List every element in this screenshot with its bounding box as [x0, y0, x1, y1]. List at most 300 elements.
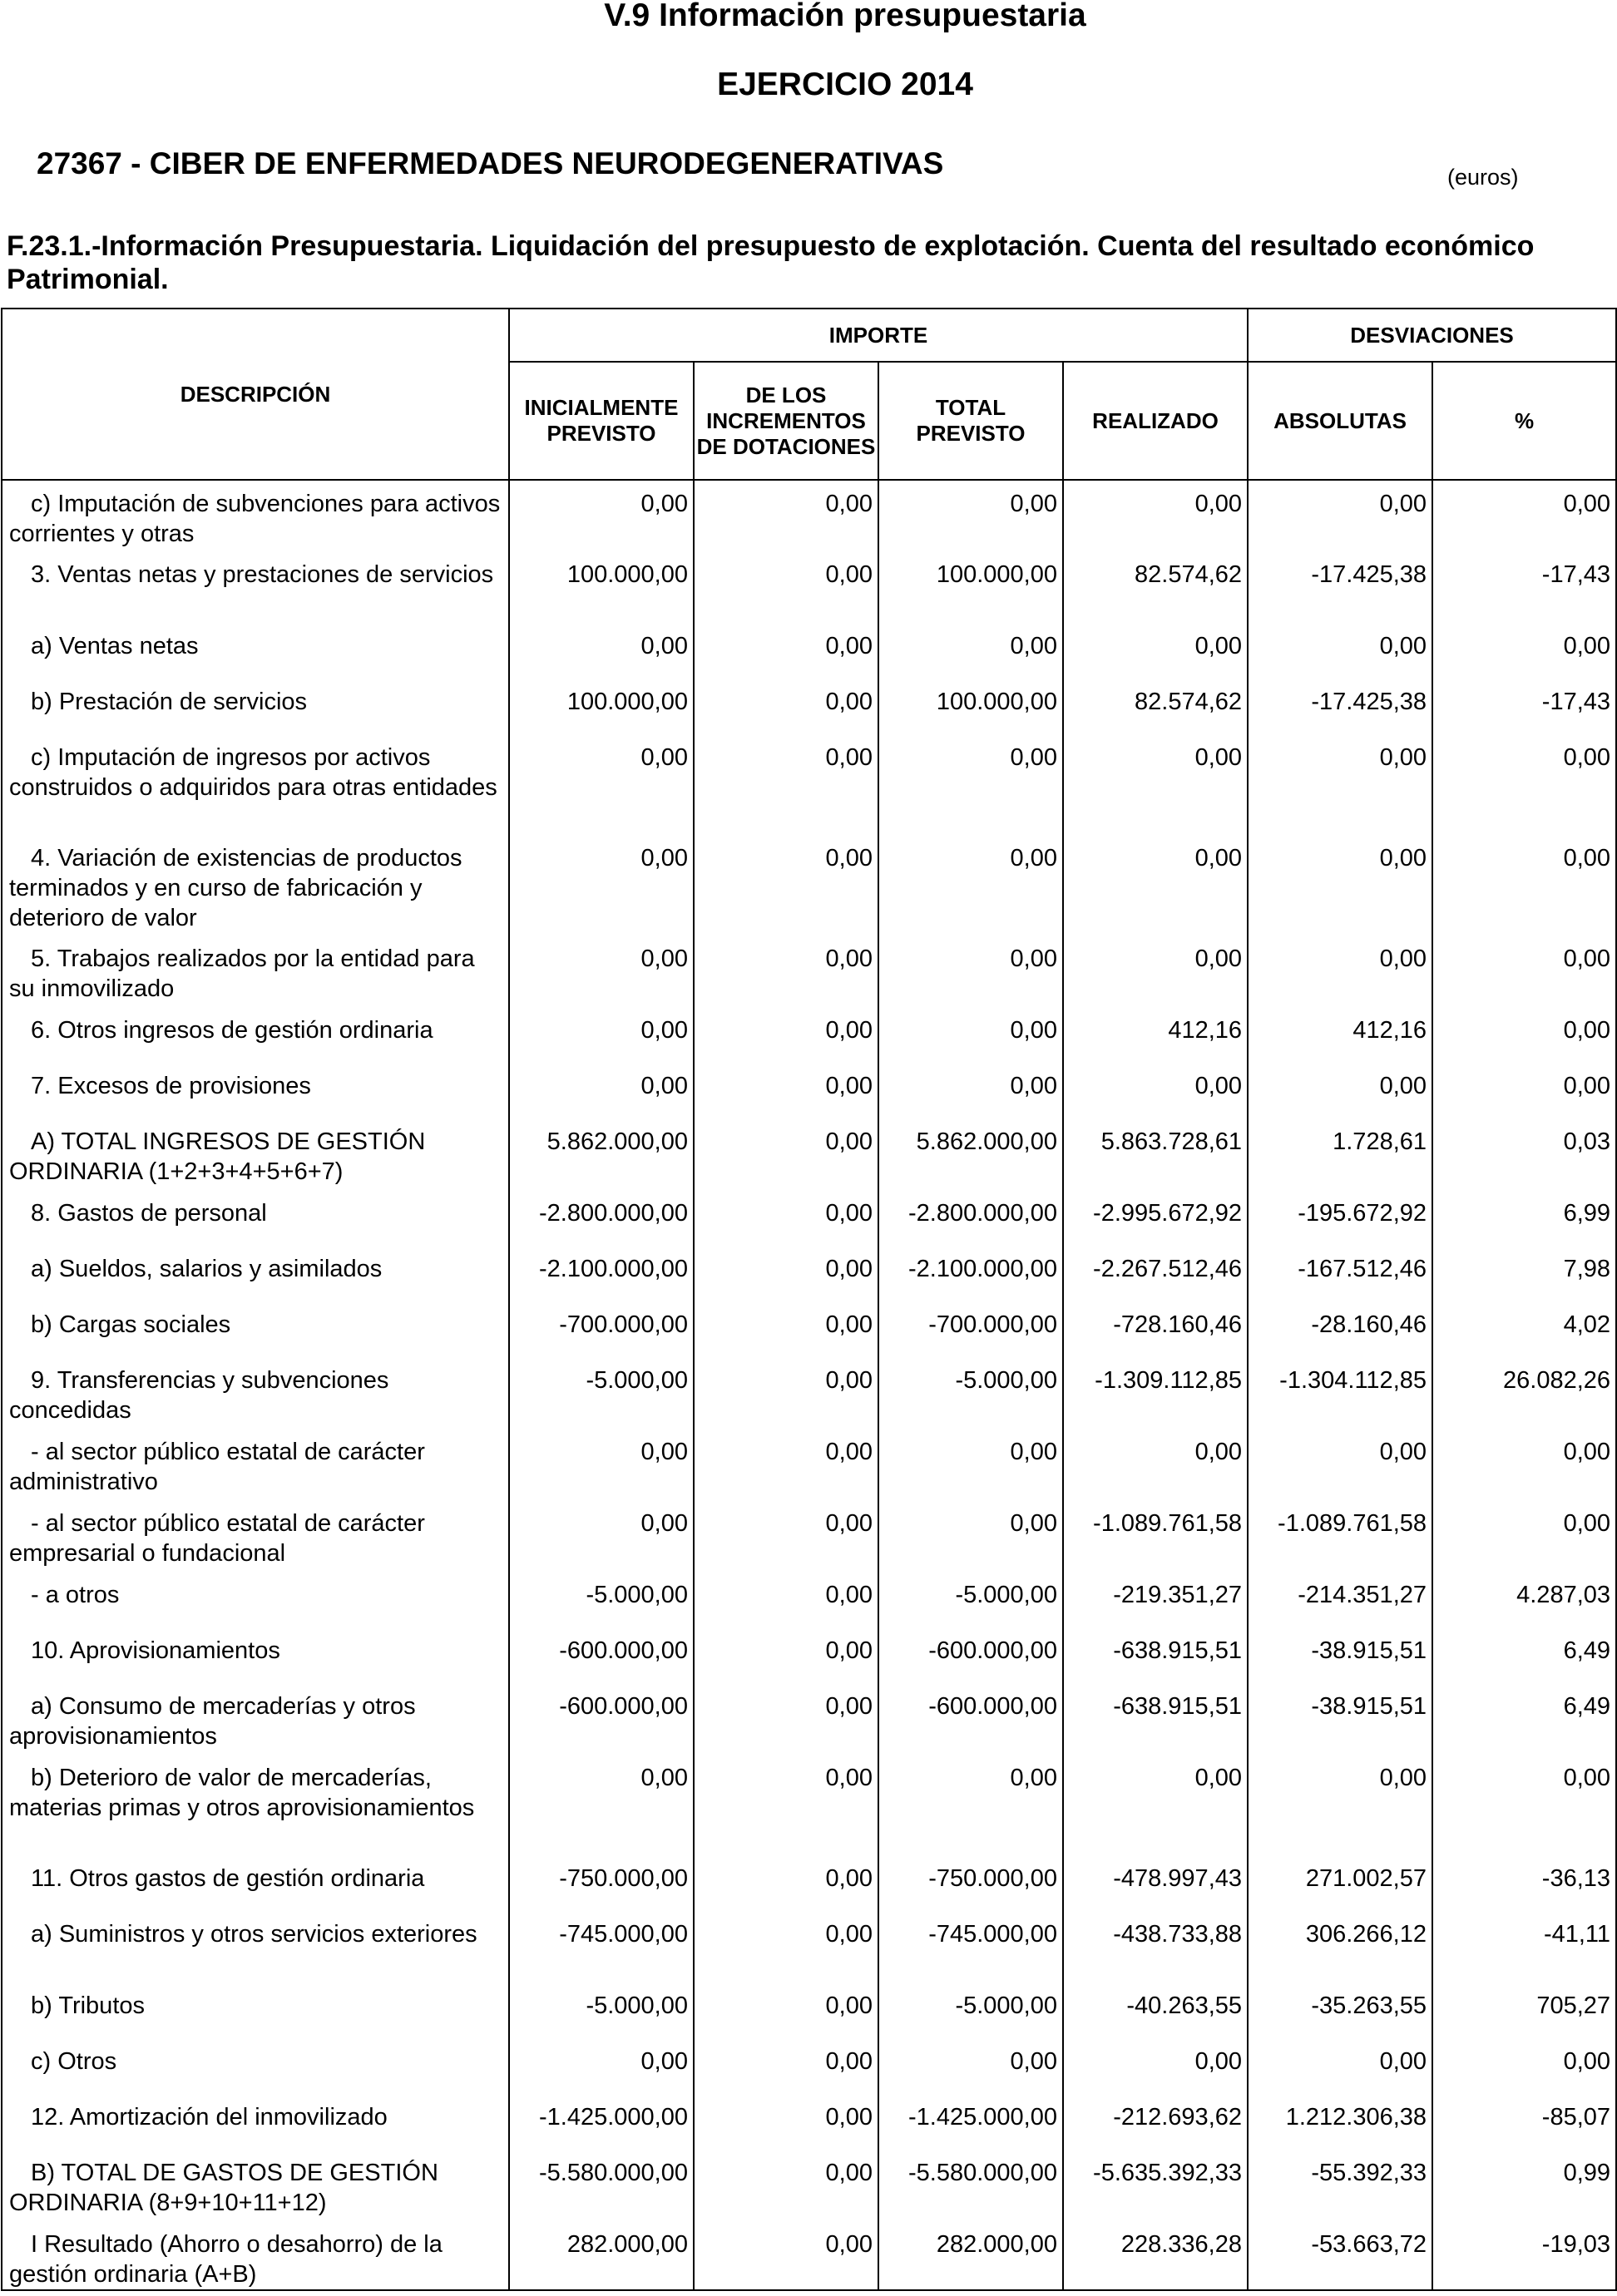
cell-inicialmente-previsto — [509, 551, 694, 623]
row-description — [2, 1572, 509, 1627]
cell-absolutas — [1248, 2150, 1432, 2221]
cell-incrementos-text: 0,00 — [825, 633, 873, 659]
cell-realizado-text: 82.574,62 — [1135, 561, 1243, 588]
cell-porcentaje-text: 0,99 — [1563, 2160, 1611, 2186]
cell-absolutas — [1248, 551, 1432, 623]
cell-incrementos-text: 0,00 — [825, 1128, 873, 1155]
cell-absolutas — [1248, 1627, 1432, 1683]
header-incrementos: DE LOS INCREMENTOS DE DOTACIONES — [694, 362, 878, 480]
cell-porcentaje — [1432, 1429, 1616, 1500]
cell-realizado — [1063, 480, 1248, 551]
cell-incrementos — [694, 1246, 878, 1301]
cell-absolutas — [1248, 1301, 1432, 1357]
table-row — [2, 623, 1616, 679]
cell-realizado — [1063, 1572, 1248, 1627]
cell-incrementos-text: 0,00 — [825, 2048, 873, 2075]
cell-porcentaje — [1432, 2150, 1616, 2221]
cell-absolutas — [1248, 734, 1432, 835]
table-row — [2, 2221, 1616, 2290]
cell-porcentaje — [1432, 1911, 1616, 1982]
cell-porcentaje — [1432, 1500, 1616, 1572]
cell-realizado-text: -219.351,27 — [1113, 1582, 1243, 1608]
row-description — [2, 1982, 509, 2038]
table-row — [2, 1500, 1616, 1572]
cell-inicialmente-previsto — [509, 2221, 694, 2290]
cell-realizado-text: 0,00 — [1194, 491, 1243, 517]
cell-realizado-text: 82.574,62 — [1135, 689, 1243, 715]
table-row — [2, 1429, 1616, 1500]
cell-total-previsto-text: 100.000,00 — [936, 561, 1057, 588]
cell-porcentaje — [1432, 1683, 1616, 1755]
row-description-text: I Resultado (Ahorro o desahorro) de la gestión ordinaria (A+B) — [9, 2231, 443, 2288]
header-descripcion: DESCRIPCIÓN — [2, 309, 509, 480]
table-row — [2, 1063, 1616, 1118]
cell-porcentaje-text: -36,13 — [1541, 1865, 1611, 1892]
cell-absolutas-text: -17.425,38 — [1311, 689, 1427, 715]
cell-incrementos — [694, 2094, 878, 2150]
table-row — [2, 1855, 1616, 1911]
cell-realizado — [1063, 1301, 1248, 1357]
cell-realizado — [1063, 1190, 1248, 1246]
cell-incrementos — [694, 1190, 878, 1246]
cell-absolutas-text: 306.266,12 — [1305, 1921, 1427, 1948]
cell-porcentaje — [1432, 1118, 1616, 1190]
cell-inicialmente-previsto — [509, 1683, 694, 1755]
cell-porcentaje — [1432, 551, 1616, 623]
cell-inicialmente-previsto-text: 0,00 — [640, 845, 688, 871]
cell-porcentaje-text: 0,03 — [1563, 1128, 1611, 1155]
cell-porcentaje — [1432, 1572, 1616, 1627]
cell-porcentaje-text: -17,43 — [1541, 561, 1611, 588]
cell-realizado — [1063, 1007, 1248, 1063]
row-description-text: 9. Transferencias y subvenciones concedidas — [9, 1367, 389, 1424]
cell-total-previsto — [878, 1627, 1063, 1683]
cell-realizado-text: 0,00 — [1194, 2048, 1243, 2075]
cell-total-previsto-text: -5.000,00 — [955, 1992, 1057, 2019]
table-row — [2, 2038, 1616, 2094]
row-description — [2, 1500, 509, 1572]
table-row — [2, 1190, 1616, 1246]
cell-realizado-text: -438.733,88 — [1113, 1921, 1243, 1948]
cell-porcentaje-text: 7,98 — [1563, 1256, 1611, 1282]
cell-inicialmente-previsto-text: 0,00 — [640, 633, 688, 659]
cell-inicialmente-previsto-text: -5.000,00 — [586, 1992, 688, 2019]
table-row — [2, 1683, 1616, 1755]
cell-inicialmente-previsto-text: -745.000,00 — [559, 1921, 688, 1948]
cell-realizado-text: 0,00 — [1194, 1073, 1243, 1099]
cell-absolutas-text: -28.160,46 — [1311, 1311, 1427, 1338]
row-description-text: b) Tributos — [31, 1992, 145, 2019]
table-body — [2, 480, 1616, 2290]
row-description-text: a) Ventas netas — [31, 633, 199, 659]
cell-porcentaje — [1432, 679, 1616, 734]
table-row — [2, 480, 1616, 551]
table-row — [2, 1627, 1616, 1683]
cell-incrementos-text: 0,00 — [825, 946, 873, 972]
cell-absolutas — [1248, 679, 1432, 734]
cell-realizado-text: -2.995.672,92 — [1093, 1200, 1243, 1227]
cell-realizado — [1063, 1755, 1248, 1855]
row-description — [2, 551, 509, 623]
cell-total-previsto-text: -750.000,00 — [928, 1865, 1057, 1892]
row-description-text: - al sector público estatal de carácter empresarial o fundacional — [9, 1510, 425, 1567]
cell-total-previsto — [878, 1357, 1063, 1429]
cell-porcentaje-text: 4.287,03 — [1516, 1582, 1611, 1608]
cell-porcentaje-text: 26.082,26 — [1503, 1367, 1611, 1394]
cell-incrementos — [694, 623, 878, 679]
row-description-text: a) Sueldos, salarios y asimilados — [31, 1256, 383, 1282]
cell-inicialmente-previsto — [509, 1063, 694, 1118]
cell-inicialmente-previsto-text: 0,00 — [640, 1765, 688, 1791]
cell-total-previsto — [878, 1301, 1063, 1357]
cell-absolutas-text: -38.915,51 — [1311, 1637, 1427, 1664]
cell-total-previsto-text: 0,00 — [1010, 1439, 1057, 1465]
row-description — [2, 1301, 509, 1357]
cell-porcentaje — [1432, 1007, 1616, 1063]
cell-porcentaje-text: 0,00 — [1563, 1017, 1611, 1044]
cell-porcentaje-text: 0,00 — [1563, 744, 1611, 771]
cell-porcentaje — [1432, 1190, 1616, 1246]
table-row — [2, 679, 1616, 734]
cell-absolutas-text: 0,00 — [1379, 633, 1427, 659]
cell-porcentaje — [1432, 835, 1616, 936]
table-row — [2, 2094, 1616, 2150]
table-row — [2, 1911, 1616, 1982]
table-row — [2, 1982, 1616, 2038]
cell-incrementos-text: 0,00 — [825, 491, 873, 517]
cell-total-previsto-text: 100.000,00 — [936, 689, 1057, 715]
cell-absolutas — [1248, 2221, 1432, 2290]
cell-incrementos-text: 0,00 — [825, 2104, 873, 2131]
entity-name: 27367 - CIBER DE ENFERMEDADES NEURODEGENERATIVAS — [37, 146, 944, 180]
row-description-text: A) TOTAL INGRESOS DE GESTIÓN ORDINARIA (1+2+3+4+5+6+7) — [9, 1128, 426, 1185]
cell-absolutas — [1248, 1357, 1432, 1429]
cell-realizado-text: 0,00 — [1194, 1439, 1243, 1465]
cell-absolutas — [1248, 480, 1432, 551]
cell-absolutas — [1248, 2038, 1432, 2094]
fiscal-year: EJERCICIO 2014 — [717, 67, 973, 102]
cell-absolutas — [1248, 2094, 1432, 2150]
cell-total-previsto — [878, 1246, 1063, 1301]
cell-absolutas — [1248, 1911, 1432, 1982]
cell-absolutas-text: -195.672,92 — [1298, 1200, 1427, 1227]
cell-total-previsto — [878, 2094, 1063, 2150]
row-description-text: b) Deterioro de valor de mercaderías, materias primas y otros aprovisionamientos — [9, 1765, 475, 1821]
cell-porcentaje-text: -17,43 — [1541, 689, 1611, 715]
cell-incrementos — [694, 1118, 878, 1190]
row-description-text: c) Imputación de subvenciones para activos corrientes y otras — [9, 491, 501, 547]
cell-incrementos-text: 0,00 — [825, 1992, 873, 2019]
cell-porcentaje — [1432, 1627, 1616, 1683]
cell-absolutas — [1248, 1063, 1432, 1118]
cell-realizado-text: -40.263,55 — [1126, 1992, 1243, 2019]
cell-inicialmente-previsto-text: 0,00 — [640, 1510, 688, 1537]
cell-inicialmente-previsto — [509, 2038, 694, 2094]
cell-total-previsto-text: -745.000,00 — [928, 1921, 1057, 1948]
cell-total-previsto-text: 0,00 — [1010, 1073, 1057, 1099]
cell-inicialmente-previsto-text: 100.000,00 — [566, 561, 688, 588]
cell-realizado — [1063, 2038, 1248, 2094]
cell-absolutas — [1248, 623, 1432, 679]
cell-porcentaje-text: 0,00 — [1563, 946, 1611, 972]
cell-realizado — [1063, 936, 1248, 1007]
cell-realizado — [1063, 1246, 1248, 1301]
row-description — [2, 2150, 509, 2221]
cell-total-previsto-text: -600.000,00 — [928, 1693, 1057, 1720]
row-description-text: a) Suministros y otros servicios exteriores — [31, 1921, 477, 1948]
cell-absolutas-text: 0,00 — [1379, 1073, 1427, 1099]
header-importe: IMPORTE — [509, 309, 1248, 362]
cell-absolutas — [1248, 936, 1432, 1007]
cell-inicialmente-previsto-text: 0,00 — [640, 946, 688, 972]
cell-total-previsto — [878, 1063, 1063, 1118]
table-row — [2, 1301, 1616, 1357]
cell-incrementos-text: 0,00 — [825, 561, 873, 588]
cell-absolutas-text: -167.512,46 — [1298, 1256, 1427, 1282]
cell-realizado — [1063, 1855, 1248, 1911]
cell-inicialmente-previsto — [509, 1429, 694, 1500]
cell-realizado — [1063, 734, 1248, 835]
cell-total-previsto-text: -2.800.000,00 — [908, 1200, 1057, 1227]
cell-incrementos — [694, 1357, 878, 1429]
cell-total-previsto — [878, 2221, 1063, 2290]
cell-porcentaje-text: 6,49 — [1563, 1637, 1611, 1664]
cell-incrementos-text: 0,00 — [825, 1510, 873, 1537]
cell-realizado-text: 228.336,28 — [1120, 2231, 1243, 2258]
cell-inicialmente-previsto — [509, 936, 694, 1007]
row-description — [2, 1190, 509, 1246]
cell-total-previsto-text: 0,00 — [1010, 2048, 1057, 2075]
cell-inicialmente-previsto — [509, 734, 694, 835]
cell-absolutas-text: -1.089.761,58 — [1278, 1510, 1427, 1537]
cell-porcentaje-text: 6,99 — [1563, 1200, 1611, 1227]
cell-absolutas-text: 1.212.306,38 — [1285, 2104, 1427, 2131]
table-row — [2, 936, 1616, 1007]
cell-inicialmente-previsto-text: -5.000,00 — [586, 1582, 688, 1608]
cell-porcentaje — [1432, 1357, 1616, 1429]
cell-realizado — [1063, 1911, 1248, 1982]
cell-realizado-text: 412,16 — [1168, 1017, 1243, 1044]
cell-porcentaje-text: 705,27 — [1536, 1992, 1611, 2019]
cell-absolutas — [1248, 1500, 1432, 1572]
cell-incrementos — [694, 1982, 878, 2038]
cell-total-previsto — [878, 1855, 1063, 1911]
cell-realizado — [1063, 2150, 1248, 2221]
cell-incrementos — [694, 2038, 878, 2094]
cell-absolutas — [1248, 1118, 1432, 1190]
cell-inicialmente-previsto-text: 0,00 — [640, 744, 688, 771]
cell-realizado-text: -5.635.392,33 — [1093, 2160, 1243, 2186]
cell-absolutas-text: -214.351,27 — [1298, 1582, 1427, 1608]
cell-porcentaje-text: 6,49 — [1563, 1693, 1611, 1720]
table-row — [2, 1246, 1616, 1301]
row-description-text: 11. Otros gastos de gestión ordinaria — [31, 1865, 425, 1892]
cell-incrementos — [694, 1911, 878, 1982]
cell-absolutas — [1248, 1190, 1432, 1246]
cell-inicialmente-previsto-text: 282.000,00 — [566, 2231, 688, 2258]
cell-total-previsto-text: 0,00 — [1010, 633, 1057, 659]
cell-total-previsto — [878, 1429, 1063, 1500]
cell-absolutas-text: 1.728,61 — [1333, 1128, 1427, 1155]
cell-total-previsto — [878, 1572, 1063, 1627]
cell-inicialmente-previsto — [509, 1007, 694, 1063]
cell-realizado-text: -638.915,51 — [1113, 1637, 1243, 1664]
row-description — [2, 1911, 509, 1982]
cell-realizado-text: -1.089.761,58 — [1093, 1510, 1243, 1537]
cell-incrementos-text: 0,00 — [825, 1637, 873, 1664]
row-description — [2, 1007, 509, 1063]
row-description — [2, 480, 509, 551]
cell-inicialmente-previsto — [509, 1572, 694, 1627]
cell-inicialmente-previsto — [509, 1357, 694, 1429]
cell-total-previsto-text: 0,00 — [1010, 845, 1057, 871]
cell-total-previsto — [878, 1683, 1063, 1755]
cell-incrementos — [694, 936, 878, 1007]
cell-inicialmente-previsto-text: 0,00 — [640, 1017, 688, 1044]
cell-total-previsto-text: -5.000,00 — [955, 1582, 1057, 1608]
cell-incrementos — [694, 1572, 878, 1627]
cell-realizado-text: 0,00 — [1194, 946, 1243, 972]
cell-realizado-text: -212.693,62 — [1113, 2104, 1243, 2131]
header-porcentaje: % — [1432, 362, 1616, 480]
cell-absolutas — [1248, 1429, 1432, 1500]
cell-inicialmente-previsto — [509, 480, 694, 551]
row-description — [2, 936, 509, 1007]
cell-incrementos — [694, 1755, 878, 1855]
row-description-text: 10. Aprovisionamientos — [31, 1637, 280, 1664]
cell-absolutas-text: 0,00 — [1379, 845, 1427, 871]
cell-inicialmente-previsto — [509, 1190, 694, 1246]
cell-realizado — [1063, 1118, 1248, 1190]
cell-absolutas-text: 0,00 — [1379, 1765, 1427, 1791]
cell-absolutas — [1248, 1982, 1432, 2038]
cell-realizado-text: -638.915,51 — [1113, 1693, 1243, 1720]
cell-total-previsto — [878, 734, 1063, 835]
cell-total-previsto-text: 0,00 — [1010, 744, 1057, 771]
cell-inicialmente-previsto-text: -5.580.000,00 — [539, 2160, 688, 2186]
row-description — [2, 679, 509, 734]
cell-total-previsto-text: -600.000,00 — [928, 1637, 1057, 1664]
cell-inicialmente-previsto — [509, 1118, 694, 1190]
cell-incrementos-text: 0,00 — [825, 1017, 873, 1044]
cell-porcentaje — [1432, 2038, 1616, 2094]
cell-incrementos — [694, 1627, 878, 1683]
cell-total-previsto — [878, 1911, 1063, 1982]
cell-total-previsto — [878, 1007, 1063, 1063]
cell-total-previsto — [878, 1500, 1063, 1572]
cell-incrementos-text: 0,00 — [825, 845, 873, 871]
cell-realizado-text: -728.160,46 — [1113, 1311, 1243, 1338]
cell-incrementos-text: 0,00 — [825, 1073, 873, 1099]
cell-absolutas-text: -35.263,55 — [1311, 1992, 1427, 2019]
cell-incrementos — [694, 1429, 878, 1500]
cell-porcentaje-text: 0,00 — [1563, 1439, 1611, 1465]
cell-realizado — [1063, 2221, 1248, 2290]
cell-inicialmente-previsto — [509, 1301, 694, 1357]
cell-porcentaje — [1432, 1982, 1616, 2038]
cell-total-previsto-text: 0,00 — [1010, 491, 1057, 517]
row-description — [2, 835, 509, 936]
currency-units: (euros) — [1447, 165, 1519, 190]
cell-incrementos-text: 0,00 — [825, 1439, 873, 1465]
row-description-text: 4. Variación de existencias de productos terminados y en curso de fabricación y deterioro de valor — [9, 845, 462, 931]
row-description-text: 3. Ventas netas y prestaciones de servicios — [31, 561, 494, 588]
cell-total-previsto-text: -2.100.000,00 — [908, 1256, 1057, 1282]
cell-incrementos-text: 0,00 — [825, 1256, 873, 1282]
cell-porcentaje — [1432, 1246, 1616, 1301]
cell-absolutas-text: -1.304.112,85 — [1279, 1367, 1427, 1394]
cell-total-previsto — [878, 679, 1063, 734]
cell-porcentaje-text: -19,03 — [1541, 2231, 1611, 2258]
table-row — [2, 551, 1616, 623]
cell-inicialmente-previsto — [509, 835, 694, 936]
cell-absolutas — [1248, 1007, 1432, 1063]
row-description-text: - a otros — [31, 1582, 120, 1608]
cell-absolutas — [1248, 1683, 1432, 1755]
cell-incrementos — [694, 1301, 878, 1357]
row-description-text: 6. Otros ingresos de gestión ordinaria — [31, 1017, 433, 1044]
section-title: F.23.1.-Información Presupuestaria. Liquidación del presupuesto de explotación. Cuenta del resultado económico Patrimonial. — [7, 230, 1535, 295]
cell-inicialmente-previsto — [509, 1627, 694, 1683]
cell-incrementos-text: 0,00 — [825, 2231, 873, 2258]
cell-total-previsto-text: 0,00 — [1010, 1765, 1057, 1791]
cell-absolutas-text: -55.392,33 — [1311, 2160, 1427, 2186]
cell-porcentaje — [1432, 936, 1616, 1007]
cell-porcentaje — [1432, 2221, 1616, 2290]
cell-realizado — [1063, 1627, 1248, 1683]
cell-porcentaje-text: 4,02 — [1563, 1311, 1611, 1338]
row-description — [2, 1755, 509, 1855]
row-description — [2, 1357, 509, 1429]
cell-absolutas-text: 0,00 — [1379, 1439, 1427, 1465]
cell-porcentaje — [1432, 480, 1616, 551]
row-description — [2, 1063, 509, 1118]
cell-incrementos — [694, 835, 878, 936]
header-absolutas: ABSOLUTAS — [1248, 362, 1432, 480]
cell-absolutas-text: 271.002,57 — [1305, 1865, 1427, 1892]
document-title: V.9 Información presupuestaria — [604, 0, 1086, 33]
cell-total-previsto-text: 5.862.000,00 — [916, 1128, 1057, 1155]
budget-table — [1, 308, 1617, 2291]
cell-realizado-text: 0,00 — [1194, 633, 1243, 659]
cell-porcentaje — [1432, 1855, 1616, 1911]
cell-porcentaje-text: 0,00 — [1563, 491, 1611, 517]
cell-total-previsto — [878, 1755, 1063, 1855]
row-description-text: 5. Trabajos realizados por la entidad para su inmovilizado — [9, 946, 475, 1002]
cell-porcentaje — [1432, 1755, 1616, 1855]
cell-incrementos — [694, 1063, 878, 1118]
cell-total-previsto — [878, 1190, 1063, 1246]
cell-incrementos-text: 0,00 — [825, 1582, 873, 1608]
cell-total-previsto — [878, 623, 1063, 679]
cell-incrementos — [694, 1855, 878, 1911]
table-row — [2, 835, 1616, 936]
header-realizado: REALIZADO — [1063, 362, 1248, 480]
row-description-text: c) Otros — [31, 2048, 117, 2075]
row-description-text: 7. Excesos de provisiones — [31, 1073, 311, 1099]
cell-incrementos-text: 0,00 — [825, 1693, 873, 1720]
cell-realizado — [1063, 835, 1248, 936]
row-description — [2, 623, 509, 679]
cell-inicialmente-previsto-text: 0,00 — [640, 1073, 688, 1099]
cell-total-previsto-text: -5.000,00 — [955, 1367, 1057, 1394]
cell-total-previsto — [878, 1118, 1063, 1190]
cell-total-previsto-text: -700.000,00 — [928, 1311, 1057, 1338]
table-row — [2, 1118, 1616, 1190]
cell-realizado — [1063, 623, 1248, 679]
cell-incrementos-text: 0,00 — [825, 689, 873, 715]
cell-realizado — [1063, 1683, 1248, 1755]
